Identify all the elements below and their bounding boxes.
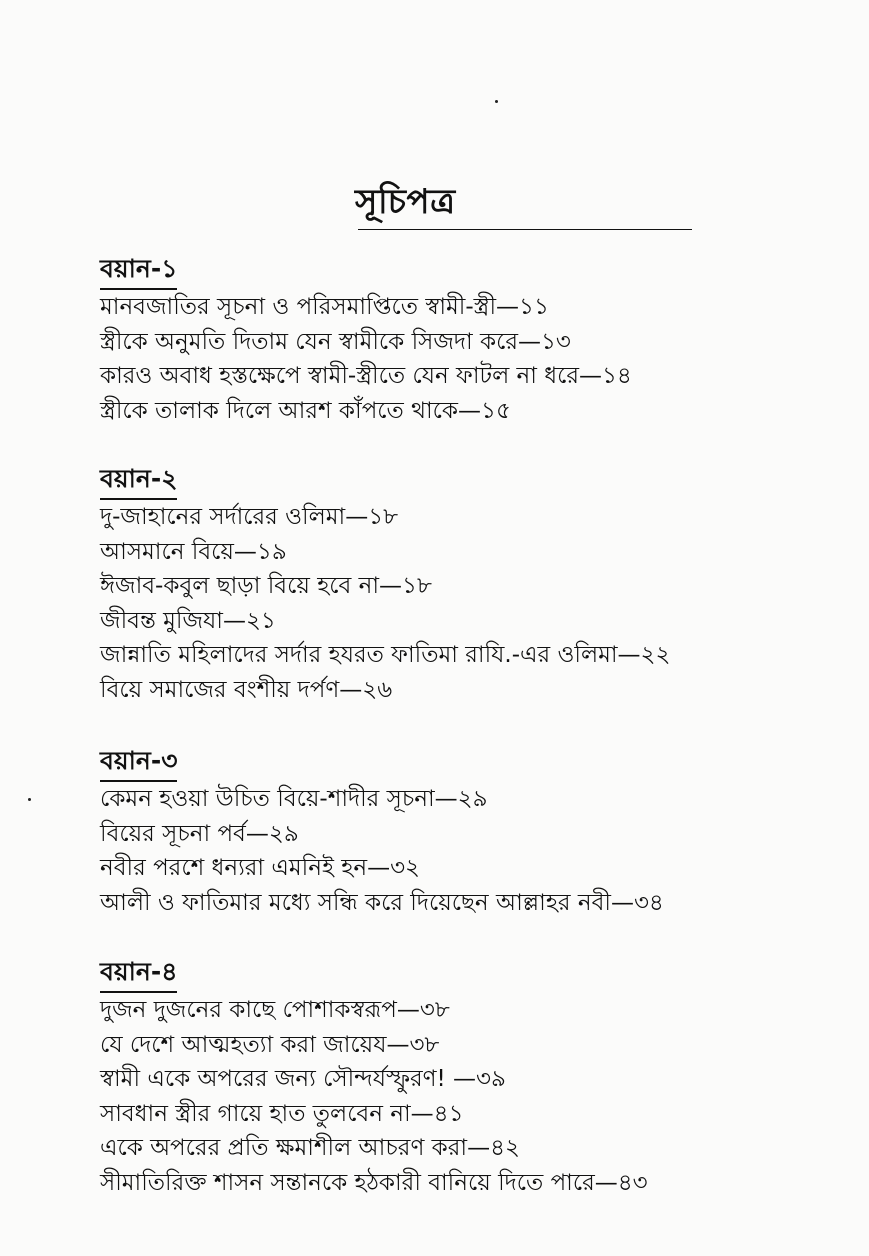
section-items — [100, 782, 664, 920]
toc-entry: জীবন্ত মুজিযা—২১ — [100, 607, 276, 634]
section-items — [100, 500, 670, 708]
toc-entry: স্বামী একে অপরের জন্য সৌন্দর্যস্ফুরণ! —৩৯ — [100, 1066, 506, 1093]
toc-entry: বিয়ে সমাজের বংশীয় দর্পণ—২৬ — [100, 676, 393, 703]
toc-entry: আলী ও ফাতিমার মধ্যে সন্ধি করে দিয়েছেন আল্লাহর নবী—৩৪ — [100, 889, 664, 916]
toc-entry: কারও অবাধ হস্তক্ষেপে স্বামী-স্ত্রীতে যেন ফাটল না ধরে—১৪ — [100, 363, 632, 390]
toc-entry: একে অপরের প্রতি ক্ষমাশীল আচরণ করা—৪২ — [100, 1135, 520, 1162]
toc-entry: সাবধান স্ত্রীর গায়ে হাত তুলবেন না—৪১ — [100, 1100, 464, 1127]
section-items — [100, 290, 632, 428]
toc-entry: স্ত্রীকে তালাক দিলে আরশ কাঁপতে থাকে—১৫ — [100, 397, 511, 424]
toc-entry: জান্নাতি মহিলাদের সর্দার হযরত ফাতিমা রাযি.-এর ওলিমা—২২ — [100, 642, 671, 669]
page-title: সূচিপত্র — [355, 182, 456, 222]
section-2 — [100, 460, 670, 708]
toc-entry: স্ত্রীকে অনুমতি দিতাম যেন স্বামীকে সিজদা করে—১৩ — [100, 328, 571, 355]
toc-entry: দু-জাহানের সর্দারের ওলিমা—১৮ — [100, 504, 399, 530]
section-heading: বয়ান-৪ — [100, 953, 177, 993]
section-heading: বয়ান-২ — [100, 460, 177, 500]
toc-entry: কেমন হওয়া উচিত বিয়ে-শাদীর সূচনা—২৯ — [100, 786, 488, 812]
toc-entry: যে দেশে আত্মহত্যা করা জায়েয—৩৮ — [100, 1031, 440, 1058]
section-heading: বয়ান-৩ — [100, 742, 177, 782]
section-4 — [100, 953, 648, 1201]
ink-speck — [28, 798, 31, 801]
ink-speck — [495, 100, 498, 103]
toc-entry: বিয়ের সূচনা পর্ব—২৯ — [100, 820, 299, 847]
toc-entry: সীমাতিরিক্ত শাসন সন্তানকে হঠকারী বানিয়ে দিতে পারে—৪৩ — [100, 1169, 648, 1196]
toc-entry: আসমানে বিয়ে—১৯ — [100, 538, 287, 565]
section-3 — [100, 742, 664, 920]
section-1 — [100, 250, 632, 428]
title-underline — [358, 229, 692, 230]
toc-entry: দুজন দুজনের কাছে পোশাকস্বরূপ—৩৮ — [100, 997, 450, 1023]
toc-entry: ঈজাব-কবুল ছাড়া বিয়ে হবে না—১৮ — [100, 573, 432, 600]
toc-entry: নবীর পরশে ধন্যরা এমনিই হন—৩২ — [100, 855, 420, 882]
section-heading: বয়ান-১ — [100, 250, 177, 290]
section-items — [100, 993, 648, 1201]
toc-entry: মানবজাতির সূচনা ও পরিসমাপ্তিতে স্বামী-স্ত্রী—১১ — [100, 294, 549, 320]
